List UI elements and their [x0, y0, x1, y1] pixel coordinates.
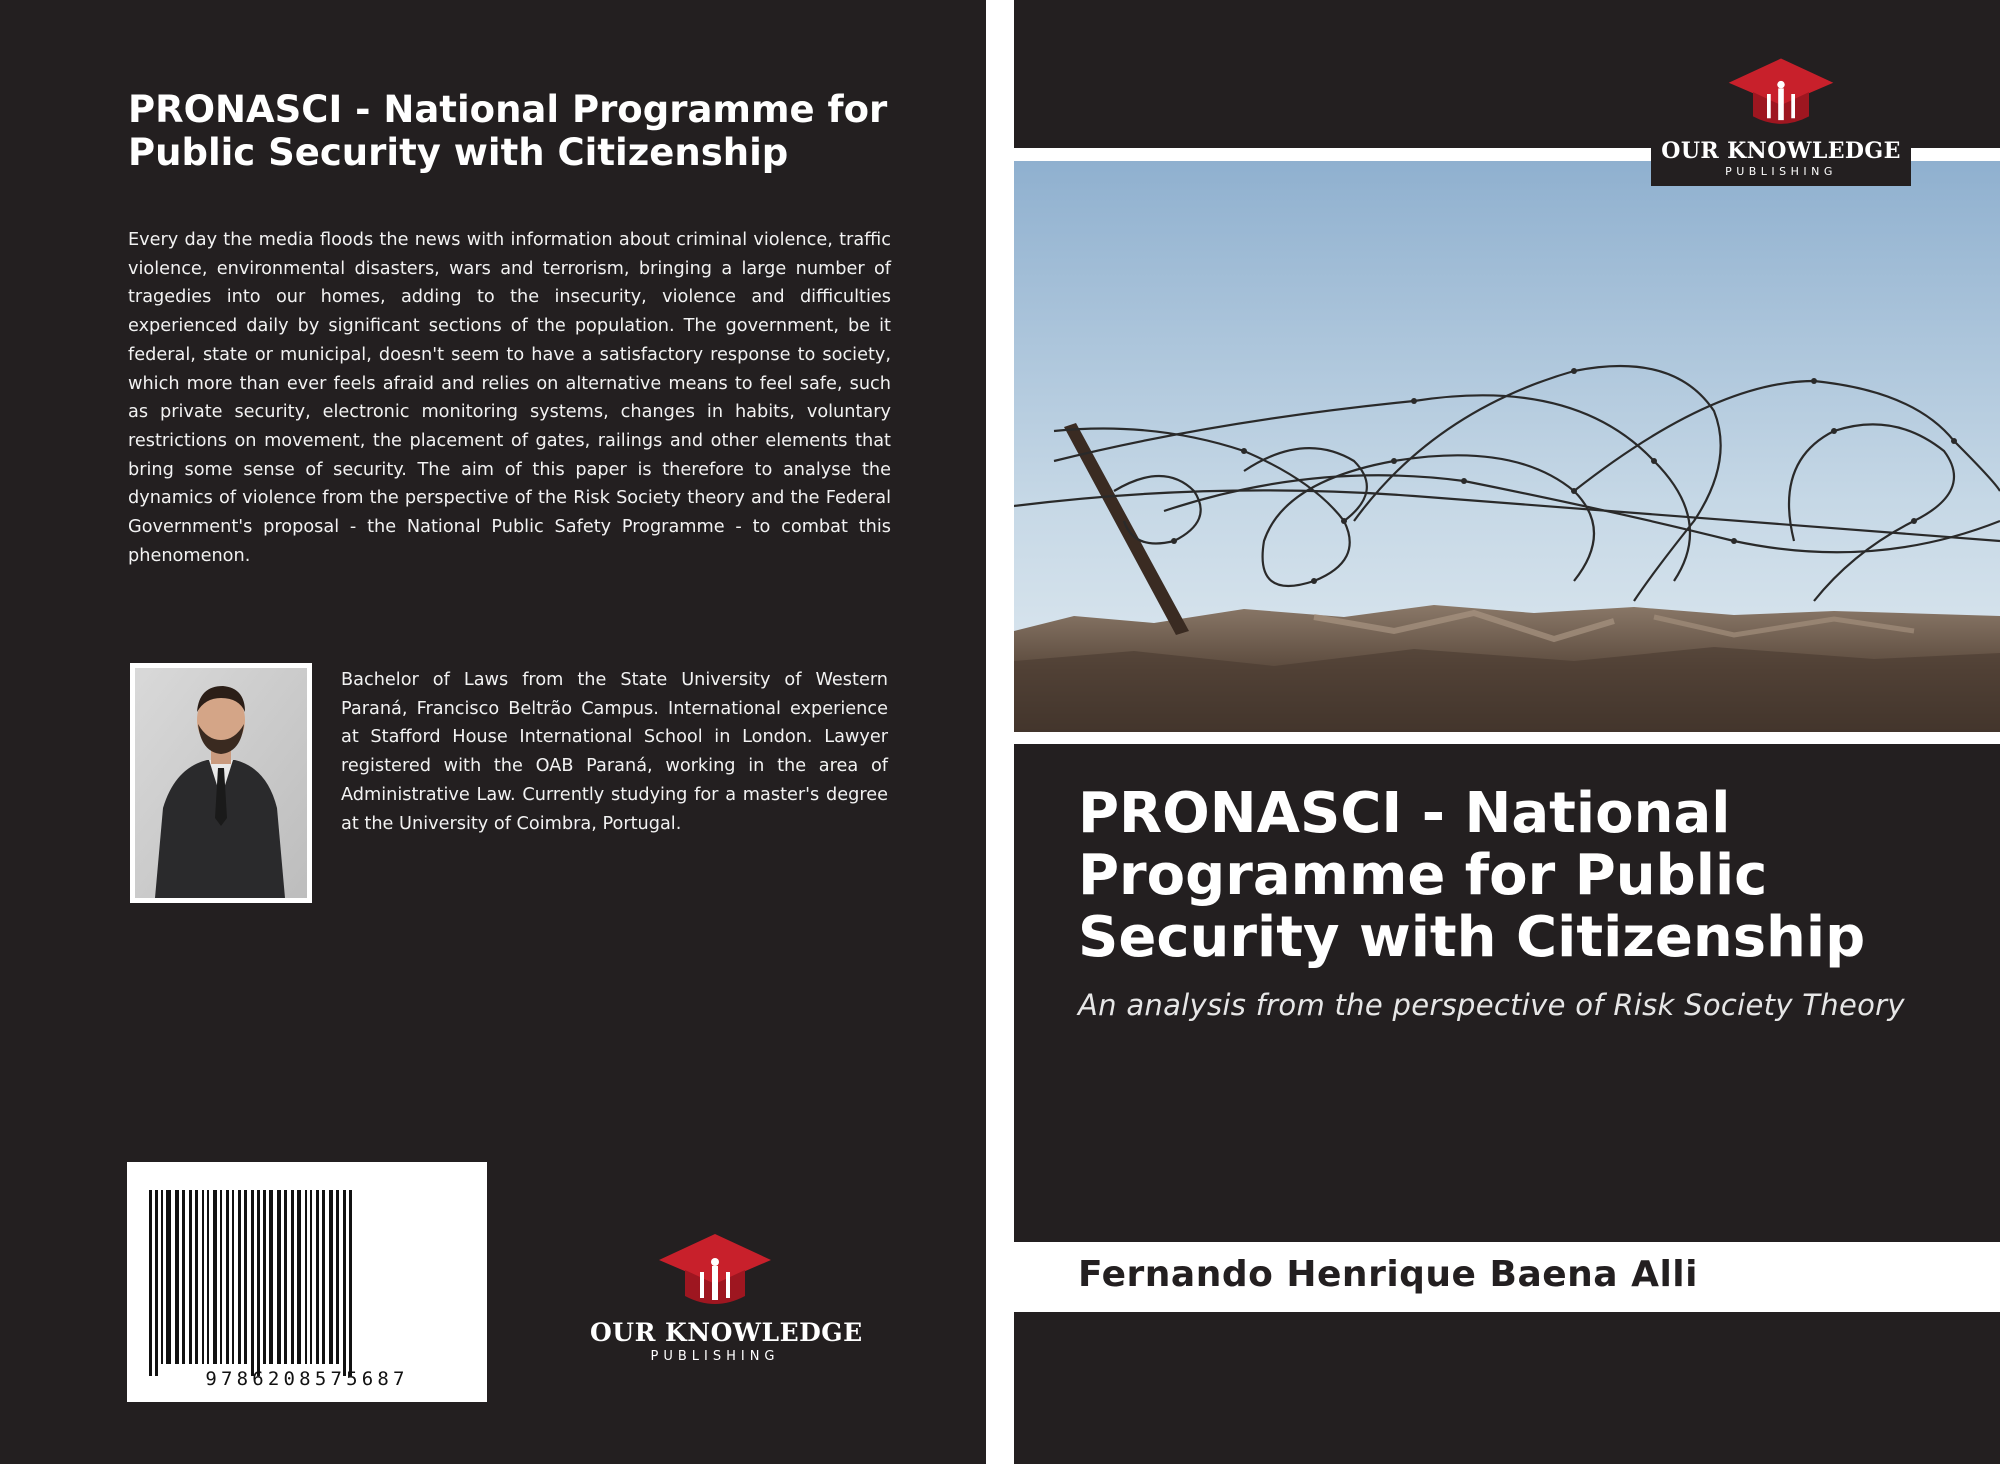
- barcode-bar: [232, 1190, 234, 1364]
- back-publisher-logo: [590, 1230, 863, 1364]
- barcode-bar: [251, 1190, 254, 1376]
- isbn-digits: 9786208575687: [205, 1368, 409, 1390]
- front-cover-title: PRONASCI - National Programme for Public Security with Citizenship: [1078, 781, 1866, 970]
- barcode-bar: [175, 1190, 179, 1364]
- barcode-bar: [189, 1190, 192, 1364]
- front-cover: [1014, 0, 2000, 1464]
- barcode-bar: [166, 1190, 171, 1364]
- graduation-cap-logo-icon: [1725, 54, 1837, 134]
- barcode-bar: [207, 1190, 209, 1364]
- back-publisher-sub: PUBLISHING: [650, 1349, 780, 1364]
- isbn-barcode: [127, 1162, 487, 1402]
- barcode-bar: [284, 1190, 287, 1364]
- author-bio: Bachelor of Laws from the State University of Western Paraná, Francisco Beltrão Campus. International experience at Stafford House International School in London. Lawyer registered with the OAB Paraná, working in the area of Administrative Law. Currently studying for a master's degree at the University of Coimbra, Portugal.: [341, 670, 888, 834]
- barcode-bar: [149, 1190, 152, 1376]
- barcode-bar: [257, 1190, 260, 1376]
- back-cover-blurb: Every day the media floods the news with information about criminal violence, traffic violence, environmental disasters, wars and terrorism, bringing a large number of tragedies into our homes, adding to the insecurity, violence and difficulties experienced daily by significant sections of the population. The government, be it federal, state or municipal, doesn't seem to have a satisfactory response to society, which more than ever feels afraid and relies on alternative means to feel safe, such as private security, electronic monitoring systems, changes in habits, voluntary restrictions on movement, the placement of gates, railings and other elements that bring some sense of security. The aim of this paper is therefore to analyse the dynamics of violence from the perspective of the Risk Society theory and the Federal Government's proposal - the National Public Safety Programme - to combat this phenomenon.: [128, 230, 891, 566]
- barcode-bar: [329, 1190, 333, 1364]
- front-cover-author: Fernando Henrique Baena Alli: [1078, 1254, 1698, 1295]
- back-publisher-name: OUR KNOWLEDGE: [590, 1318, 863, 1347]
- author-band: [1014, 1242, 2000, 1312]
- front-publisher-name: OUR KNOWLEDGE: [1661, 138, 1901, 164]
- barcode-bar: [202, 1190, 204, 1364]
- barcode-bar: [263, 1190, 266, 1364]
- barcode-bar: [310, 1190, 312, 1364]
- barcode-bar: [336, 1190, 339, 1364]
- front-publisher-sub: PUBLISHING: [1725, 165, 1837, 178]
- barcode-bar: [244, 1190, 247, 1364]
- front-publisher-logo: [1651, 40, 1911, 186]
- barcode-bar: [226, 1190, 229, 1364]
- barcode-bar: [349, 1190, 352, 1376]
- barcode-bar: [155, 1190, 158, 1376]
- author-portrait: [130, 663, 312, 903]
- front-cover-subtitle: An analysis from the perspective of Risk Society Theory: [1078, 988, 1905, 1022]
- barcode-bar: [305, 1190, 307, 1364]
- barcode-bar: [322, 1190, 325, 1364]
- barcode-bar: [213, 1190, 217, 1364]
- back-cover-title: PRONASCI - National Programme for Public Security with Citizenship: [128, 88, 888, 174]
- photo-bottom-band: [1014, 732, 2000, 744]
- barcode-bar: [269, 1190, 273, 1364]
- barcode-bar: [297, 1190, 301, 1364]
- barcode-bar: [238, 1190, 241, 1364]
- barcode-bar: [195, 1190, 198, 1364]
- graduation-cap-logo-icon: [655, 1230, 775, 1314]
- barbed-wire-photo: [1014, 161, 2000, 732]
- barcode-bar: [161, 1190, 163, 1364]
- barcode-bar: [291, 1190, 294, 1364]
- back-cover: [0, 0, 986, 1464]
- barcode-bar: [316, 1190, 319, 1364]
- barcode-bar: [277, 1190, 281, 1364]
- barcode-bar: [343, 1190, 346, 1376]
- spine: [986, 0, 1014, 1464]
- barcode-bar: [182, 1190, 185, 1364]
- barcode-bar: [220, 1190, 222, 1364]
